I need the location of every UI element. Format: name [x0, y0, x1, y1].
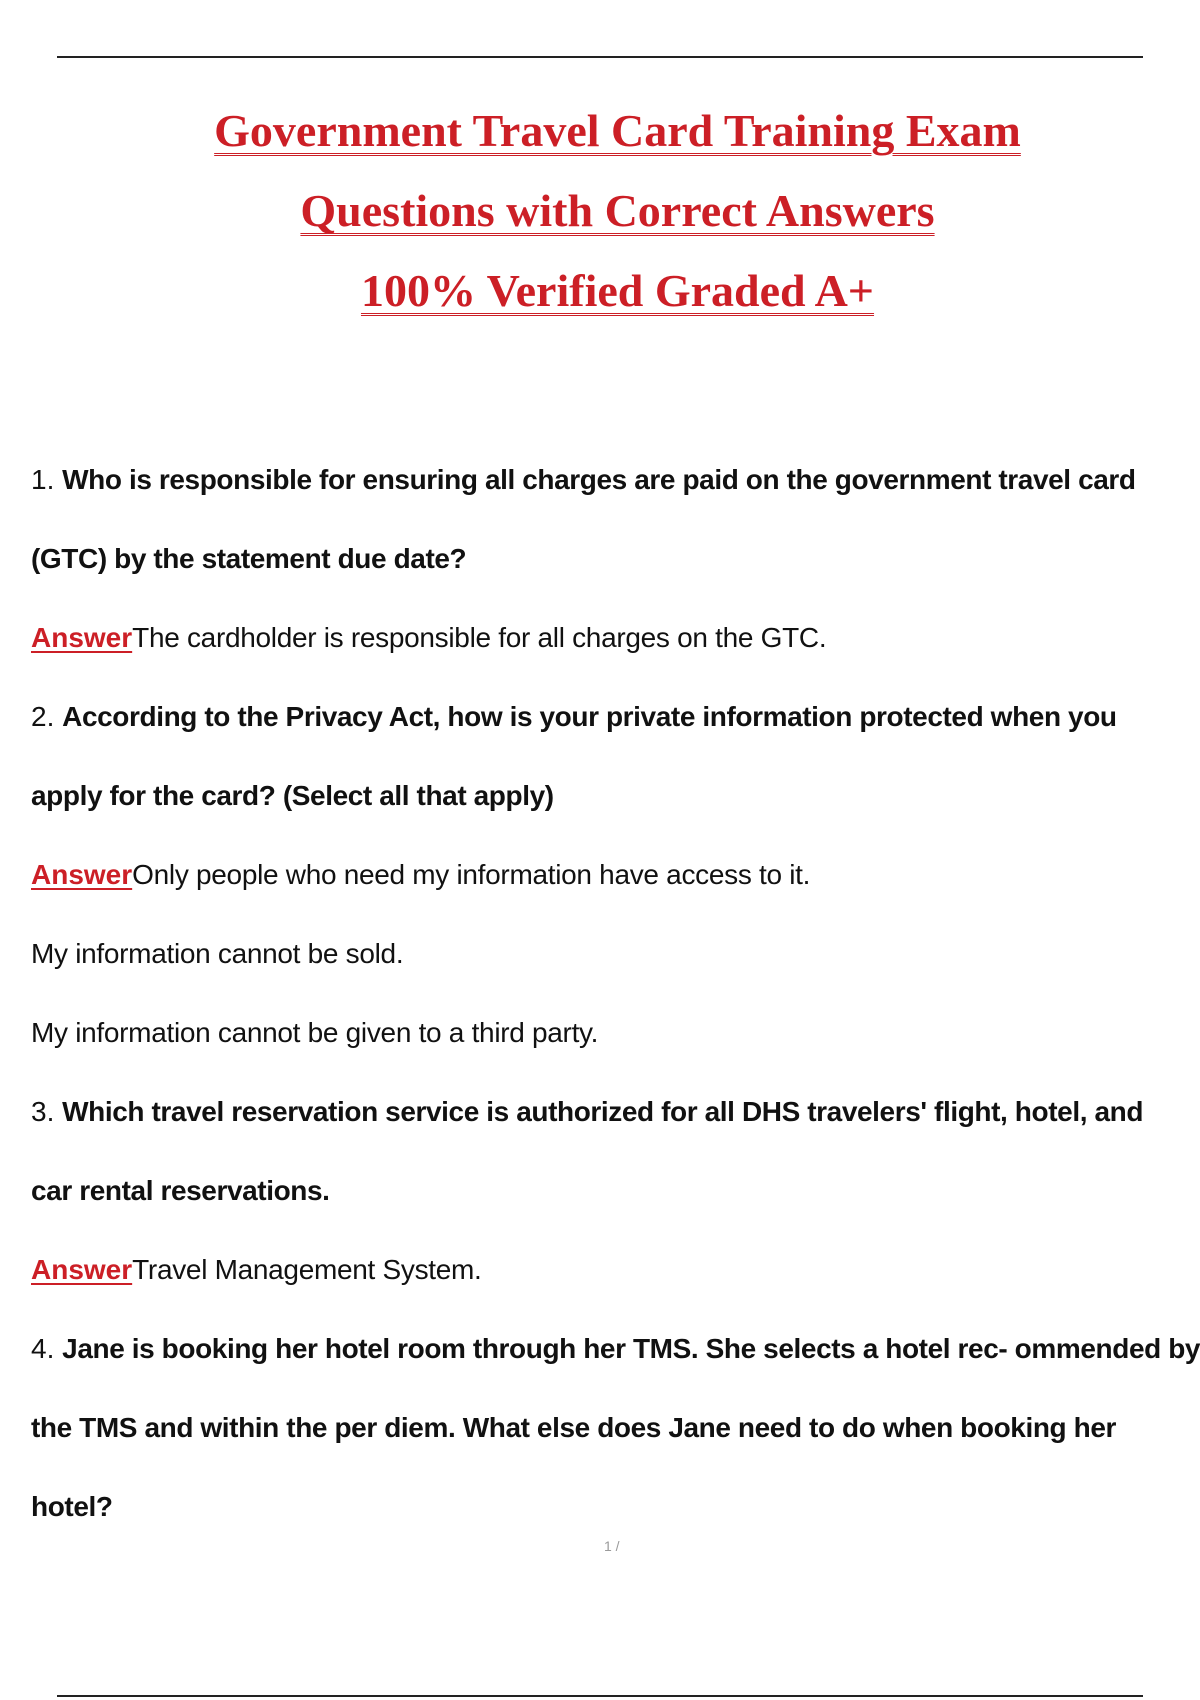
page-marker: 1 / [604, 1538, 620, 1554]
question-4 [31, 1309, 1200, 1388]
question-text: (GTC) by the statement due date? [31, 543, 467, 574]
question-text: car rental reservations. [31, 1175, 330, 1206]
title-line-3: 100% Verified Graded A+ [360, 265, 875, 316]
answer-2-line-3 [31, 993, 1200, 1072]
question-number: 4. [31, 1333, 55, 1364]
answer-label: Answer [31, 622, 133, 653]
question-number: 1. [31, 464, 55, 495]
answer-label: Answer [31, 859, 133, 890]
document-title [0, 105, 1200, 316]
title-line-2: Questions with Correct Answers [300, 185, 935, 236]
question-3 [31, 1072, 1200, 1151]
question-text: Which travel reservation service is authorized for all DHS travelers' flight, hotel, and [62, 1096, 1144, 1127]
answer-text: My information cannot be sold. [31, 938, 404, 969]
bottom-rule [57, 1695, 1143, 1697]
question-text: Who is responsible for ensuring all charges are paid on the government travel card [62, 464, 1136, 495]
question-4-continued [31, 1388, 1200, 1467]
question-2-continued [31, 756, 1200, 835]
question-4-continued-2 [31, 1467, 1200, 1546]
question-number: 2. [31, 701, 55, 732]
title-line-1: Government Travel Card Training Exam [214, 105, 1021, 156]
answer-text: The cardholder is responsible for all charges on the GTC. [132, 622, 827, 653]
question-text: the TMS and within the per diem. What else does Jane need to do when booking her [31, 1412, 1117, 1443]
question-text: According to the Privacy Act, how is your private information protected when you [62, 701, 1117, 732]
answer-2-line-2 [31, 914, 1200, 993]
question-number: 3. [31, 1096, 55, 1127]
question-text: apply for the card? (Select all that apply) [31, 780, 554, 811]
question-text: hotel? [31, 1491, 113, 1522]
top-rule [57, 56, 1143, 58]
question-2 [31, 677, 1200, 756]
answer-3 [31, 1230, 1200, 1309]
answer-2 [31, 835, 1200, 914]
answer-label: Answer [31, 1254, 133, 1285]
question-1 [31, 440, 1200, 519]
question-3-continued [31, 1151, 1200, 1230]
answer-1 [31, 598, 1200, 677]
question-list [31, 440, 1200, 1546]
answer-text: Travel Management System. [132, 1254, 482, 1285]
question-1-continued [31, 519, 1200, 598]
answer-text: Only people who need my information have access to it. [132, 859, 811, 890]
answer-text: My information cannot be given to a third party. [31, 1017, 599, 1048]
question-text: Jane is booking her hotel room through her TMS. She selects a hotel rec- ommended by [62, 1333, 1200, 1364]
